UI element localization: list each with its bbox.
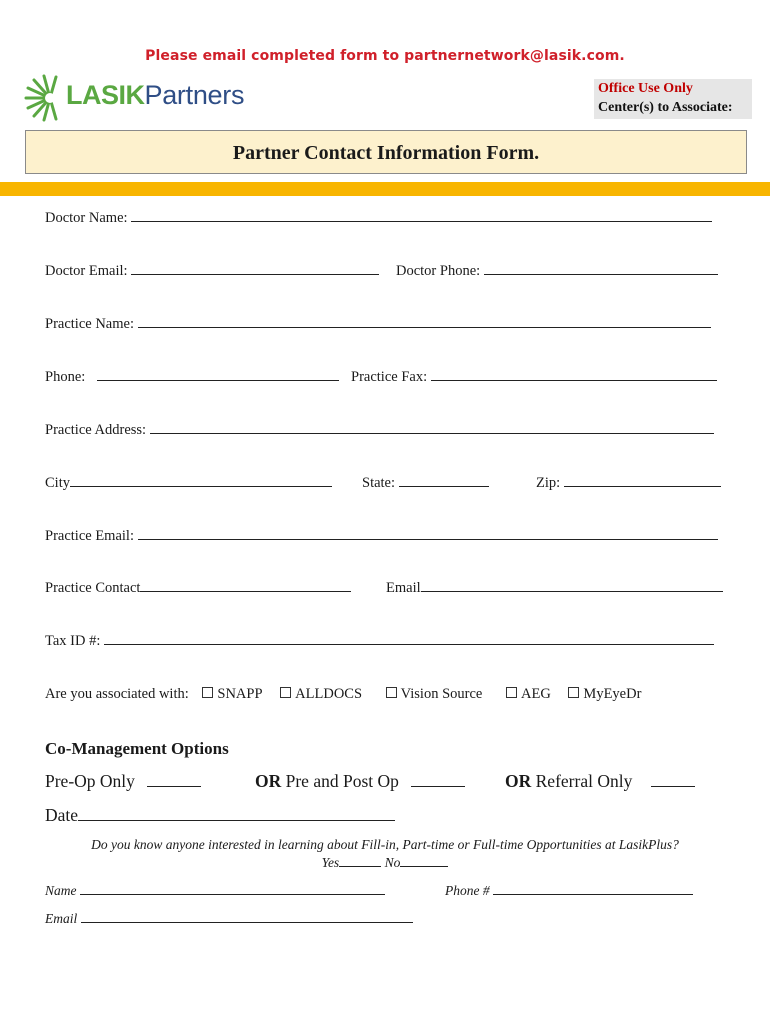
option-vision-source-label: Vision Source [400,686,483,702]
pre-post-option [255,771,465,792]
referral-email-field[interactable] [81,910,413,923]
contact-email-field[interactable] [421,577,723,592]
referral-email-row [45,910,413,927]
doctor-name-row [45,207,712,228]
practice-fax-field[interactable] [431,366,717,381]
tax-id-row [45,630,714,651]
option-snapp[interactable] [202,686,262,702]
or-label-1: OR [255,771,282,791]
pre-post-label: Pre and Post Op [285,771,399,791]
practice-contact-row [45,577,351,598]
doctor-email-row [45,260,379,281]
center-associate-label: Center(s) to Associate: [598,100,733,115]
phone-label: Phone: [45,369,86,385]
tax-id-label: Tax ID #: [45,633,101,649]
no-field[interactable] [400,854,448,867]
date-field[interactable] [78,806,395,821]
yes-field[interactable] [339,854,381,867]
referral-label: Referral Only [535,771,633,791]
doctor-email-field[interactable] [131,260,379,275]
doctor-email-label: Doctor Email: [45,263,128,279]
date-label: Date [45,805,79,825]
practice-contact-label: Practice Contact [45,580,141,596]
practice-name-field[interactable] [138,313,711,328]
referral-name-label: Name [45,883,77,898]
doctor-phone-row [396,260,718,281]
practice-email-row [45,525,718,546]
gold-divider [0,182,770,196]
brand-logo-text [66,78,244,112]
practice-email-field[interactable] [138,525,718,540]
contact-email-row [386,577,723,598]
practice-email-label: Practice Email: [45,528,134,544]
office-use-label: Office Use Only [598,81,693,96]
practice-address-row [45,419,714,440]
city-field[interactable] [70,472,332,487]
option-aeg[interactable] [506,686,551,702]
option-vision-source[interactable] [386,686,483,702]
brand-partners: Partners [144,80,245,110]
practice-address-field[interactable] [150,419,714,434]
city-row [45,472,332,493]
practice-fax-label: Practice Fax: [351,369,428,385]
or-label-2: OR [505,771,532,791]
no-label: No [384,855,401,870]
brand-lasik: LASIK [66,80,145,110]
yes-no-row [0,854,770,871]
phone-row [45,366,339,387]
doctor-phone-label: Doctor Phone: [396,263,481,279]
contact-email-label: Email [386,580,421,596]
checkbox-myeyedr[interactable] [568,687,579,698]
pre-op-field[interactable] [147,772,201,787]
state-label: State: [362,475,396,491]
phone-field[interactable] [97,366,339,381]
practice-fax-row [351,366,717,387]
pre-op-label: Pre-Op Only [45,771,135,791]
pre-op-option [45,771,201,792]
pre-post-field[interactable] [411,772,465,787]
doctor-name-label: Doctor Name: [45,210,128,226]
opportunities-question: Do you know anyone interested in learning about Fill-in, Part-time or Full-time Opportunities at LasikPlus? [91,837,679,852]
practice-name-label: Practice Name: [45,316,134,332]
option-myeyedr[interactable] [568,686,641,702]
doctor-name-field[interactable] [131,207,712,222]
co-management-heading: Co-Management Options [45,739,229,758]
referral-phone-field[interactable] [493,882,693,895]
zip-label: Zip: [536,475,561,491]
referral-phone-label: Phone # [445,883,490,898]
option-alldocs[interactable] [280,686,362,702]
option-alldocs-label: ALLDOCS [295,686,363,702]
referral-field[interactable] [651,772,695,787]
referral-option [505,771,695,792]
option-myeyedr-label: MyEyeDr [583,686,642,702]
zip-field[interactable] [564,472,721,487]
state-row [362,472,489,493]
option-aeg-label: AEG [520,686,551,702]
date-row [45,805,395,826]
email-instruction-banner: Please email completed form to partnernetwork@lasik.com. [145,48,625,64]
checkbox-snapp[interactable] [202,687,213,698]
checkbox-vision-source[interactable] [386,687,397,698]
option-snapp-label: SNAPP [217,686,263,702]
association-row [45,684,655,704]
referral-name-field[interactable] [80,882,385,895]
referral-email-label: Email [45,911,78,926]
practice-contact-field[interactable] [140,577,351,592]
checkbox-alldocs[interactable] [280,687,291,698]
doctor-phone-field[interactable] [484,260,718,275]
office-use-box [594,79,752,119]
practice-name-row [45,313,711,334]
zip-row [536,472,721,493]
association-question: Are you associated with: [45,686,189,702]
checkbox-aeg[interactable] [506,687,517,698]
state-field[interactable] [399,472,489,487]
form-title: Partner Contact Information Form. [25,130,747,174]
tax-id-field[interactable] [104,630,714,645]
referral-phone-row [445,882,693,899]
yes-label: Yes [321,855,340,870]
city-label: City [45,475,70,491]
referral-name-row [45,882,385,899]
practice-address-label: Practice Address: [45,422,147,438]
